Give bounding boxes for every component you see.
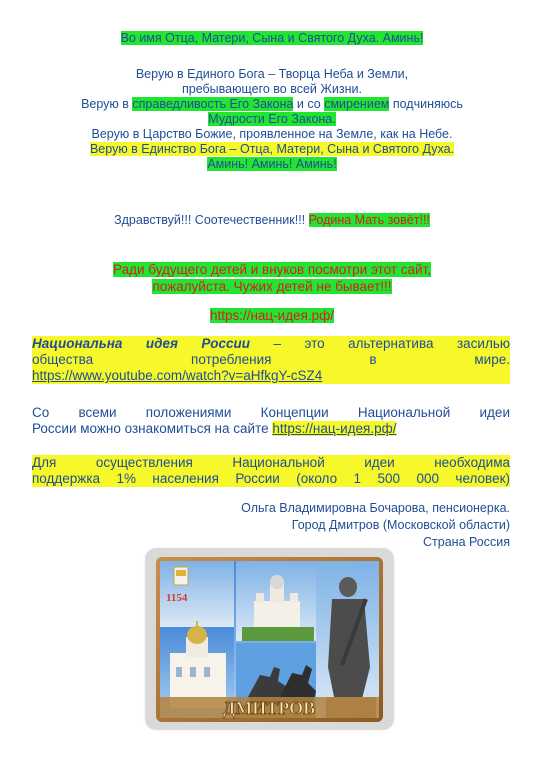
postcard-year: 1154 [166, 592, 188, 604]
creed-line: пребывающего во всей Жизни. [181, 82, 362, 96]
creed-line: Верую в справедливость Его Закона и со смирением подчиняюсь [81, 97, 463, 111]
creed-line: Верую в Единство Бога – Отца, Матери, Сына и Святого Духа. [89, 142, 455, 156]
dmitrov-postcard-image [146, 549, 393, 729]
support-block: Для осуществления Национальной идеи необходима поддержка 1% населения России (около 1 500 000 человек) [32, 455, 510, 486]
concept-link[interactable]: https://нац-идея.рф/ [272, 421, 397, 436]
plea-line: Ради будущего детей и внуков посмотри этот сайт, [113, 262, 431, 277]
signature: Ольга Владимировна Бочарова, пенсионерка. Город Дмитров (Московской области) Страна Россия [241, 501, 510, 549]
highlight-humility: смирением [324, 97, 390, 111]
invocation [0, 31, 544, 46]
creed-line: Верую в Единого Бога – Творца Неба и Земли, [135, 67, 409, 81]
postcard-illustration [156, 557, 383, 722]
postcard-city: ДМИТРОВ [222, 698, 316, 718]
plea-line: пожалуйста. Чужих детей не бывает!!! [152, 279, 392, 294]
concept-block: Со всеми положениями Концепции Национальной идеи России можно ознакомиться на сайте https://нац-идея.рф/ [32, 405, 510, 436]
greeting: Здравствуй!!! Соотечественник!!! Родина Мать зовёт!!! [114, 213, 430, 227]
highlight-justice: справедливость Его Закона [132, 97, 294, 111]
youtube-link[interactable]: https://www.youtube.com/watch?v=aHfkgY-cSZ4 [32, 368, 323, 383]
creed-line: Мудрости Его Закона. [208, 112, 336, 126]
greeting-highlight: Родина Мать зовёт!!! [308, 213, 430, 227]
site-link[interactable]: https://нац-идея.рф/ [209, 308, 335, 323]
plea [0, 261, 544, 295]
site-link-row [0, 308, 544, 323]
invocation-text: Во имя Отца, Матери, Сына и Святого Духа. Аминь! [120, 31, 424, 45]
national-idea-title: Национальна идея России [32, 336, 251, 351]
creed-line: Аминь! Аминь! Аминь! [207, 157, 337, 171]
creed-line: Верую в Царство Божие, проявленное на Земле, как на Небе. [91, 127, 453, 141]
national-idea-block: Национальна идея России – это альтернатива засилью общества потребления в мире. https://www.youtube.com/watch?v=aHfkgY-cSZ4 [32, 336, 511, 383]
creed [0, 67, 544, 172]
